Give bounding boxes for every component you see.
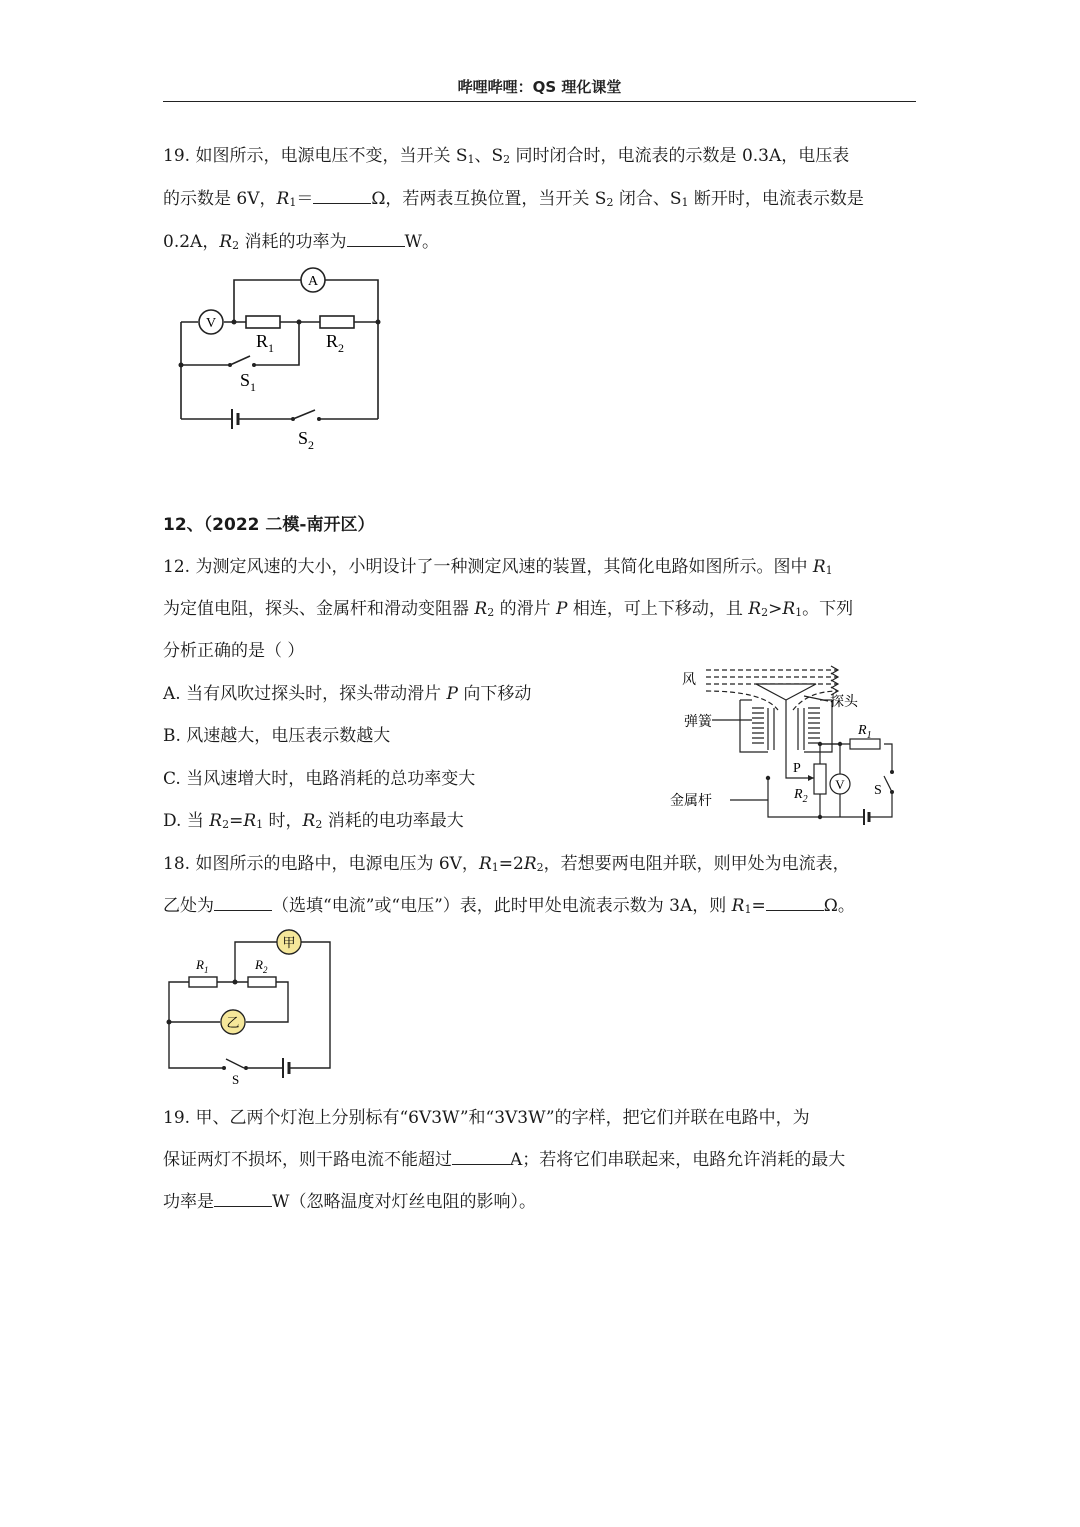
q19b-line3 xyxy=(163,1187,536,1212)
r1-label: $R_1$ xyxy=(196,957,209,975)
q19a-line1 xyxy=(163,141,849,166)
text: > xyxy=(768,599,783,619)
var: R xyxy=(812,557,826,577)
s2-label: $S_2$ xyxy=(298,428,315,452)
r2-label: $R_2$ xyxy=(794,787,808,805)
q19a-line2 xyxy=(163,184,864,209)
text: 功率是 xyxy=(163,1192,214,1212)
sub: 1 xyxy=(289,196,297,209)
p-label: P xyxy=(793,761,801,776)
text: （选填“电流”或“电压”）表，此时甲处电流表示数为 3A，则 xyxy=(272,896,732,916)
var: R xyxy=(276,189,290,209)
text: =2 xyxy=(498,854,524,874)
sub: 2 xyxy=(536,861,544,874)
text: A. 当有风吹过探头时，探头带动滑片 xyxy=(163,684,447,704)
var: R xyxy=(302,811,316,831)
ammeter-label: A xyxy=(307,274,319,289)
var: R xyxy=(474,599,488,619)
var: R xyxy=(243,811,257,831)
sub: 2 xyxy=(315,818,323,831)
text: 12. 为测定风速的大小，小明设计了一种测定风速的装置，其简化电路如图所示。图中 xyxy=(163,557,813,577)
text: 18. 如图所示的电路中，电源电压为 6V， xyxy=(163,854,479,874)
q12-line2 xyxy=(163,594,853,619)
voltmeter-label: V xyxy=(835,777,845,792)
var: P xyxy=(446,684,458,704)
switch-label: S xyxy=(874,783,882,798)
var: P xyxy=(556,599,568,619)
answer-blank[interactable] xyxy=(766,896,824,911)
yi-meter-label: 乙 xyxy=(226,1016,240,1031)
text: 相连，可上下移动，且 xyxy=(567,599,749,619)
answer-blank[interactable] xyxy=(214,896,272,911)
switch-label: S xyxy=(232,1072,240,1087)
text: W（忽略温度对灯丝电阻的影响）。 xyxy=(272,1192,536,1212)
text: 时， xyxy=(263,811,303,831)
text: 消耗的电功率最大 xyxy=(322,811,464,831)
text: W。 xyxy=(404,232,440,252)
sub: 1 xyxy=(825,564,833,577)
sub: 1 xyxy=(681,196,689,209)
text: 19. 如图所示，电源电压不变，当开关 S xyxy=(163,146,468,166)
r1-label: $R_1$ xyxy=(256,331,275,355)
sub: 2 xyxy=(487,606,495,619)
text: 的滑片 xyxy=(494,599,557,619)
section-heading: 12、（2022 二模-南开区） xyxy=(163,515,375,535)
probe-label: 探头 xyxy=(830,694,858,710)
s1-label: $S_1$ xyxy=(240,370,257,394)
var: R xyxy=(478,854,492,874)
text: 同时闭合时，电流表的示数是 0.3A，电压表 xyxy=(510,146,850,166)
r2-label: $R_2$ xyxy=(255,957,268,975)
sub: 2 xyxy=(232,239,240,252)
page-header: 哔哩哔哩：QS 理化课堂 xyxy=(457,78,622,96)
q18-line2 xyxy=(163,891,855,916)
answer-blank[interactable] xyxy=(347,232,405,247)
jia-meter-label: 甲 xyxy=(282,936,296,951)
q18-line1 xyxy=(163,849,850,874)
option-b[interactable]: B. 风速越大，电压表示数越大 xyxy=(163,726,391,746)
sub: 2 xyxy=(222,818,230,831)
text: A；若将它们串联起来，电路允许消耗的最大 xyxy=(510,1150,846,1170)
var: R xyxy=(219,232,233,252)
q12-line1 xyxy=(163,552,833,577)
text: 乙处为 xyxy=(163,896,214,916)
text: Ω。 xyxy=(823,896,855,916)
text: 消耗的功率为 xyxy=(239,232,347,252)
q19b-line1: 19. 甲、乙两个灯泡上分别标有“6V3W”和“3V3W”的字样，把它们并联在电路中，为 xyxy=(163,1108,810,1128)
voltmeter-label: V xyxy=(205,316,217,331)
text: 。下列 xyxy=(802,599,854,619)
sub: 2 xyxy=(761,606,769,619)
text: ，若想要两电阻并联，则甲处为电流表， xyxy=(543,854,850,874)
text: 闭合、S xyxy=(613,189,682,209)
sub: 2 xyxy=(503,153,511,166)
text: Ω，若两表互换位置，当开关 S xyxy=(371,189,607,209)
sub: 1 xyxy=(256,818,264,831)
text: 0.2A， xyxy=(163,232,220,252)
rod-label: 金属杆 xyxy=(670,793,712,809)
wind-speed-device-diagram xyxy=(668,660,928,830)
sub: 1 xyxy=(467,153,475,166)
q12-line3: 分析正确的是（ ） xyxy=(163,641,305,661)
var: R xyxy=(731,896,745,916)
spring-label: 弹簧 xyxy=(684,714,712,730)
answer-blank[interactable] xyxy=(452,1150,510,1165)
text: 的示数是 6V， xyxy=(163,189,277,209)
answer-blank[interactable] xyxy=(313,189,371,204)
sub: 2 xyxy=(606,196,614,209)
q19a-line3 xyxy=(163,227,439,252)
answer-blank[interactable] xyxy=(214,1192,272,1207)
option-c[interactable]: C. 当风速增大时，电路消耗的总功率变大 xyxy=(163,769,476,789)
header-divider xyxy=(163,101,916,102)
option-a[interactable] xyxy=(163,679,531,704)
text: 为定值电阻，探头、金属杆和滑动变阻器 xyxy=(163,599,475,619)
text: 向下移动 xyxy=(457,684,532,704)
text: ＝ xyxy=(296,189,314,209)
r2-label: $R_2$ xyxy=(326,331,345,355)
text: = xyxy=(751,896,766,916)
sub: 1 xyxy=(795,606,803,619)
r1-label: $R_1$ xyxy=(858,723,872,741)
circuit-diagram-q18 xyxy=(160,928,350,1088)
var: R xyxy=(523,854,537,874)
text: 保证两灯不损坏，则干路电流不能超过 xyxy=(163,1150,452,1170)
text: 断开时，电流表示数是 xyxy=(688,189,864,209)
option-d[interactable] xyxy=(163,806,464,831)
var: R xyxy=(209,811,223,831)
q19b-line2 xyxy=(163,1145,845,1170)
sub: 1 xyxy=(744,903,752,916)
text: = xyxy=(229,811,244,831)
text: D. 当 xyxy=(163,811,210,831)
wind-label: 风 xyxy=(682,672,696,688)
sub: 1 xyxy=(491,861,499,874)
text: 、S xyxy=(474,146,504,166)
circuit-diagram-q19a xyxy=(170,262,390,457)
var: R xyxy=(748,599,762,619)
var: R xyxy=(782,599,796,619)
